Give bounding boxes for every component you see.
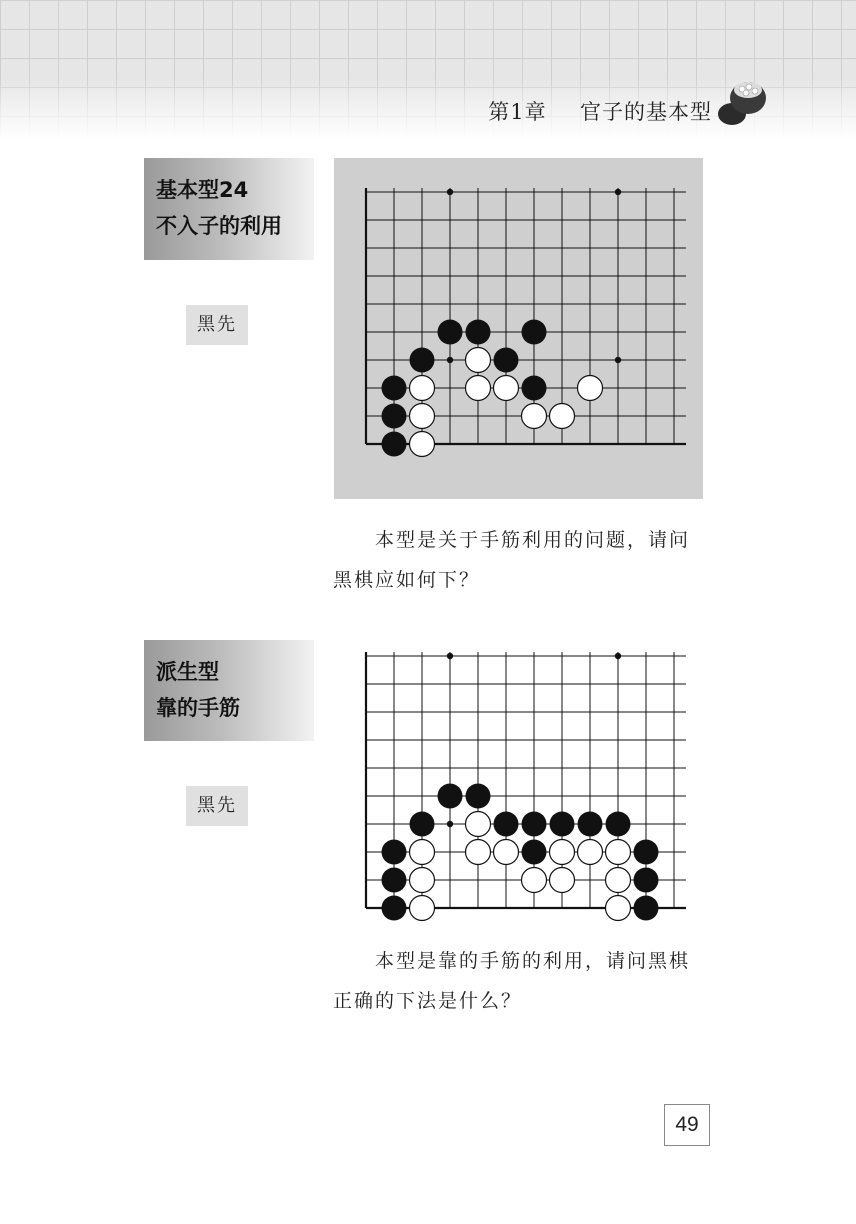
black-stone xyxy=(382,840,407,865)
black-stone xyxy=(550,812,575,837)
black-stone xyxy=(494,812,519,837)
problem-1-to-play-badge: 黑先 xyxy=(186,305,248,345)
black-stone xyxy=(382,404,407,429)
chapter-title: 官子的基本型 xyxy=(580,100,712,124)
black-stone xyxy=(634,840,659,865)
white-stone xyxy=(522,868,547,893)
white-stone xyxy=(466,812,491,837)
white-stone xyxy=(494,840,519,865)
go-bowl-icon xyxy=(716,74,772,130)
black-stone xyxy=(522,840,547,865)
black-stone xyxy=(522,376,547,401)
white-stone xyxy=(578,376,603,401)
white-stone xyxy=(606,840,631,865)
problem-2-title-box xyxy=(144,640,314,741)
problem-1-title-box xyxy=(144,158,314,260)
black-stone xyxy=(606,812,631,837)
black-stone xyxy=(522,812,547,837)
black-stone xyxy=(410,812,435,837)
white-stone xyxy=(606,896,631,921)
white-stone xyxy=(466,348,491,373)
problem-1-description: 本型是关于手筋利用的问题，请问黑棋应如何下？ xyxy=(333,529,691,591)
black-stone xyxy=(466,784,491,809)
problem-2-to-play-badge: 黑先 xyxy=(186,786,248,826)
black-stone xyxy=(634,896,659,921)
white-stone xyxy=(550,404,575,429)
white-stone xyxy=(466,376,491,401)
white-stone xyxy=(550,840,575,865)
problem-2-go-board xyxy=(334,622,703,932)
white-stone xyxy=(606,868,631,893)
black-stone xyxy=(382,896,407,921)
chapter-number: 第1章 xyxy=(488,100,547,124)
problem-2-subtitle: 靠的手筋 xyxy=(156,696,240,720)
star-point xyxy=(615,189,621,195)
problem-2-description: 本型是靠的手筋的利用，请问黑棋正确的下法是什么？ xyxy=(333,950,691,1012)
black-stone xyxy=(438,320,463,345)
white-stone xyxy=(410,404,435,429)
problem-2-title: 派生型 xyxy=(156,660,219,684)
chapter-heading xyxy=(488,96,712,126)
problem-1-title: 基本型24 xyxy=(156,178,249,202)
white-stone xyxy=(410,376,435,401)
star-point xyxy=(615,357,621,363)
black-stone xyxy=(382,868,407,893)
white-stone xyxy=(410,840,435,865)
black-stone xyxy=(466,320,491,345)
black-stone xyxy=(578,812,603,837)
white-stone xyxy=(578,840,603,865)
black-stone xyxy=(410,348,435,373)
black-stone xyxy=(494,348,519,373)
star-point xyxy=(447,821,453,827)
page-number: 49 xyxy=(664,1104,710,1146)
white-stone xyxy=(466,840,491,865)
star-point xyxy=(447,653,453,659)
black-stone xyxy=(382,432,407,457)
white-stone xyxy=(410,896,435,921)
white-stone xyxy=(410,432,435,457)
white-stone xyxy=(410,868,435,893)
white-stone xyxy=(494,376,519,401)
white-stone xyxy=(522,404,547,429)
problem-1-subtitle: 不入子的利用 xyxy=(156,214,282,238)
star-point xyxy=(615,653,621,659)
star-point xyxy=(447,357,453,363)
white-stone xyxy=(550,868,575,893)
black-stone xyxy=(634,868,659,893)
black-stone xyxy=(438,784,463,809)
star-point xyxy=(447,189,453,195)
black-stone xyxy=(522,320,547,345)
black-stone xyxy=(382,376,407,401)
problem-1-go-board xyxy=(334,158,703,499)
